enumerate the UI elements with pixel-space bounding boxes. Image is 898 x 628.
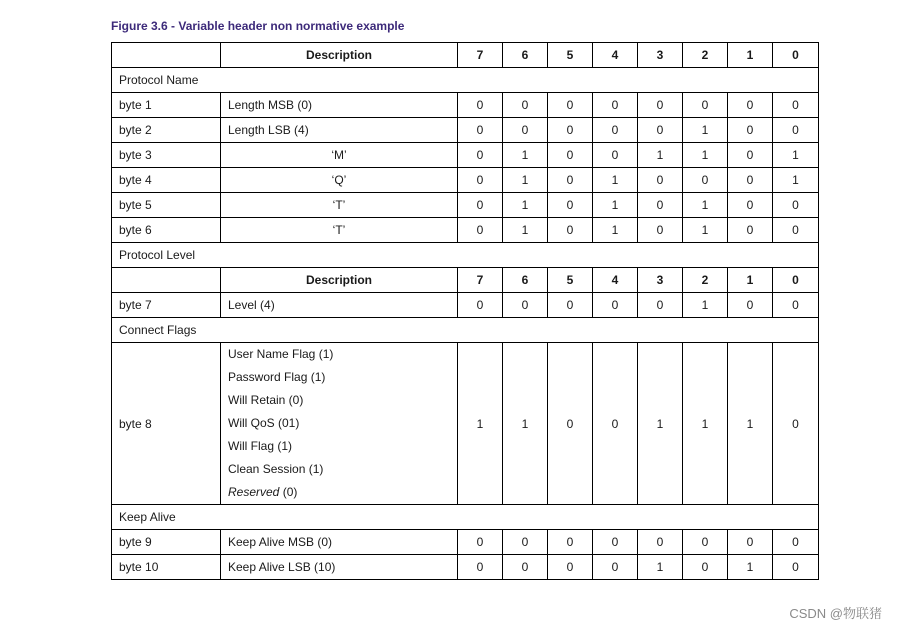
bit-cell: 1 <box>638 555 683 580</box>
bit-cell: 0 <box>548 293 593 318</box>
bit-cell: 0 <box>458 218 503 243</box>
bit-cell: 1 <box>683 118 728 143</box>
byte-label: byte 3 <box>112 143 221 168</box>
bit-cell: 0 <box>593 118 638 143</box>
description-cell: Length LSB (4) <box>221 118 458 143</box>
bit-cell: 1 <box>593 193 638 218</box>
bit-cell: 1 <box>728 555 773 580</box>
header-bit-3: 3 <box>638 43 683 68</box>
header-bit-6: 6 <box>503 268 548 293</box>
header-empty-cell <box>112 43 221 68</box>
header-bit-5: 5 <box>548 43 593 68</box>
header-bit-7: 7 <box>458 43 503 68</box>
section-row-protocol-level <box>112 243 819 268</box>
bit-cell: 0 <box>458 93 503 118</box>
table-row <box>112 93 819 118</box>
protocol-name-rows <box>112 93 819 243</box>
flag-line: Password Flag (1) <box>228 370 326 384</box>
bit-cell: 0 <box>683 93 728 118</box>
bit-cell: 1 <box>683 143 728 168</box>
bit-cell: 0 <box>458 530 503 555</box>
bit-cell: 0 <box>458 193 503 218</box>
bit-cell: 0 <box>458 168 503 193</box>
byte-label: byte 9 <box>112 530 221 555</box>
byte-label: byte 5 <box>112 193 221 218</box>
header-bit-0: 0 <box>773 43 819 68</box>
bit-cell: 1 <box>683 293 728 318</box>
bit-cell: 0 <box>593 293 638 318</box>
bit-cell: 0 <box>458 118 503 143</box>
bit-cell: 0 <box>773 555 819 580</box>
bit-cell: 0 <box>503 530 548 555</box>
description-cell: ‘M’ <box>221 143 458 168</box>
description-cell: Keep Alive MSB (0) <box>221 530 458 555</box>
section-title: Connect Flags <box>112 318 819 343</box>
bit-cell: 0 <box>773 293 819 318</box>
bit-cell: 1 <box>503 143 548 168</box>
table-row <box>112 555 819 580</box>
bit-cell: 0 <box>548 193 593 218</box>
bit-cell: 0 <box>548 168 593 193</box>
bit-cell: 0 <box>773 118 819 143</box>
header-bit-6: 6 <box>503 43 548 68</box>
section-title: Keep Alive <box>112 505 819 530</box>
flag-line: Clean Session (1) <box>228 462 324 476</box>
table-row <box>112 293 819 318</box>
bit-cell: 0 <box>638 193 683 218</box>
bit-cell: 1 <box>683 218 728 243</box>
header-bit-1: 1 <box>728 43 773 68</box>
bit-cell: 0 <box>638 93 683 118</box>
bit-cell: 1 <box>503 218 548 243</box>
bit-cell: 0 <box>593 555 638 580</box>
header-bit-1: 1 <box>728 268 773 293</box>
flag-line: Will Flag (1) <box>228 439 293 453</box>
bit-cell: 0 <box>593 143 638 168</box>
description-cell: Length MSB (0) <box>221 93 458 118</box>
bit-cell: 0 <box>773 218 819 243</box>
bit-cell: 0 <box>503 93 548 118</box>
bit-cell: 1 <box>728 343 773 505</box>
header-bit-4: 4 <box>593 43 638 68</box>
bit-cell: 0 <box>728 530 773 555</box>
bit-cell: 0 <box>728 168 773 193</box>
bit-cell: 1 <box>683 193 728 218</box>
header-description: Description <box>221 43 458 68</box>
bit-cell: 0 <box>773 93 819 118</box>
bit-cell: 1 <box>773 168 819 193</box>
bit-cell: 0 <box>728 143 773 168</box>
bit-cell: 0 <box>593 343 638 505</box>
bit-cell: 0 <box>593 93 638 118</box>
byte-label: byte 1 <box>112 93 221 118</box>
bit-cell: 0 <box>458 293 503 318</box>
bit-cell: 0 <box>683 168 728 193</box>
byte-label: byte 10 <box>112 555 221 580</box>
bit-cell: 1 <box>638 143 683 168</box>
bit-cell: 1 <box>638 343 683 505</box>
byte-label: byte 2 <box>112 118 221 143</box>
bit-cell: 0 <box>728 193 773 218</box>
description-cell: Keep Alive LSB (10) <box>221 555 458 580</box>
header-empty-cell <box>112 268 221 293</box>
bit-cell: 1 <box>593 218 638 243</box>
section-row-connect-flags <box>112 318 819 343</box>
table-row <box>112 218 819 243</box>
bit-cell: 0 <box>728 293 773 318</box>
bit-cell: 0 <box>728 93 773 118</box>
bit-cell: 0 <box>773 343 819 505</box>
header-bit-2: 2 <box>683 43 728 68</box>
flag-line: User Name Flag (1) <box>228 347 334 361</box>
bit-cell: 0 <box>773 193 819 218</box>
header-bit-5: 5 <box>548 268 593 293</box>
table-row <box>112 168 819 193</box>
bit-cell: 1 <box>773 143 819 168</box>
bit-cell: 1 <box>503 343 548 505</box>
section-title: Protocol Level <box>112 243 819 268</box>
bit-cell: 0 <box>548 218 593 243</box>
description-cell: ‘T’ <box>221 193 458 218</box>
bit-cell: 0 <box>548 93 593 118</box>
bit-cell: 0 <box>638 118 683 143</box>
section-title: Protocol Name <box>112 68 819 93</box>
description-cell: Level (4) <box>221 293 458 318</box>
header-bit-2: 2 <box>683 268 728 293</box>
bit-cell: 0 <box>503 555 548 580</box>
header-bit-4: 4 <box>593 268 638 293</box>
flag-line: Will QoS (01) <box>228 416 300 430</box>
bit-cell: 0 <box>773 530 819 555</box>
table-header-row <box>112 43 819 68</box>
section-row-keep-alive <box>112 505 819 530</box>
header-bit-0: 0 <box>773 268 819 293</box>
byte-label: byte 8 <box>112 343 221 505</box>
table-row <box>112 118 819 143</box>
bit-cell: 1 <box>458 343 503 505</box>
header-description: Description <box>221 268 458 293</box>
bit-cell: 1 <box>683 343 728 505</box>
variable-header-table <box>111 42 819 580</box>
bit-cell: 0 <box>548 143 593 168</box>
header-bit-7: 7 <box>458 268 503 293</box>
watermark: CSDN @物联猪 <box>789 606 882 621</box>
byte-label: byte 4 <box>112 168 221 193</box>
table-row <box>112 193 819 218</box>
byte-label: byte 6 <box>112 218 221 243</box>
bit-cell: 0 <box>548 118 593 143</box>
table-row <box>112 143 819 168</box>
bit-cell: 0 <box>638 218 683 243</box>
bit-cell: 0 <box>638 168 683 193</box>
bit-cell: 0 <box>638 293 683 318</box>
bit-cell: 0 <box>503 118 548 143</box>
reserved-value: (0) <box>279 485 298 499</box>
flag-line: Will Retain (0) <box>228 393 304 407</box>
keep-alive-rows <box>112 530 819 580</box>
bit-cell: 1 <box>503 168 548 193</box>
protocol-level-rows <box>112 293 819 318</box>
bit-cell: 0 <box>638 530 683 555</box>
figure-caption: Figure 3.6 - Variable header non normative example <box>111 19 405 33</box>
byte-label: byte 7 <box>112 293 221 318</box>
connect-flags-description <box>221 343 458 505</box>
reserved-label: Reserved <box>228 485 280 499</box>
table-row-byte-8 <box>112 343 819 505</box>
bit-cell: 1 <box>503 193 548 218</box>
flag-line-reserved <box>228 481 450 504</box>
bit-cell: 0 <box>683 555 728 580</box>
bit-cell: 0 <box>728 218 773 243</box>
bit-cell: 0 <box>503 293 548 318</box>
bit-cell: 0 <box>458 555 503 580</box>
bit-cell: 0 <box>548 343 593 505</box>
description-cell: ‘Q’ <box>221 168 458 193</box>
bit-cell: 0 <box>593 530 638 555</box>
bit-cell: 0 <box>548 555 593 580</box>
bit-cell: 0 <box>683 530 728 555</box>
header-bit-3: 3 <box>638 268 683 293</box>
bit-cell: 0 <box>458 143 503 168</box>
description-cell: ‘T’ <box>221 218 458 243</box>
table-row <box>112 530 819 555</box>
table-header-row <box>112 268 819 293</box>
bit-cell: 1 <box>593 168 638 193</box>
bit-cell: 0 <box>548 530 593 555</box>
bit-cell: 0 <box>728 118 773 143</box>
section-row-protocol-name <box>112 68 819 93</box>
